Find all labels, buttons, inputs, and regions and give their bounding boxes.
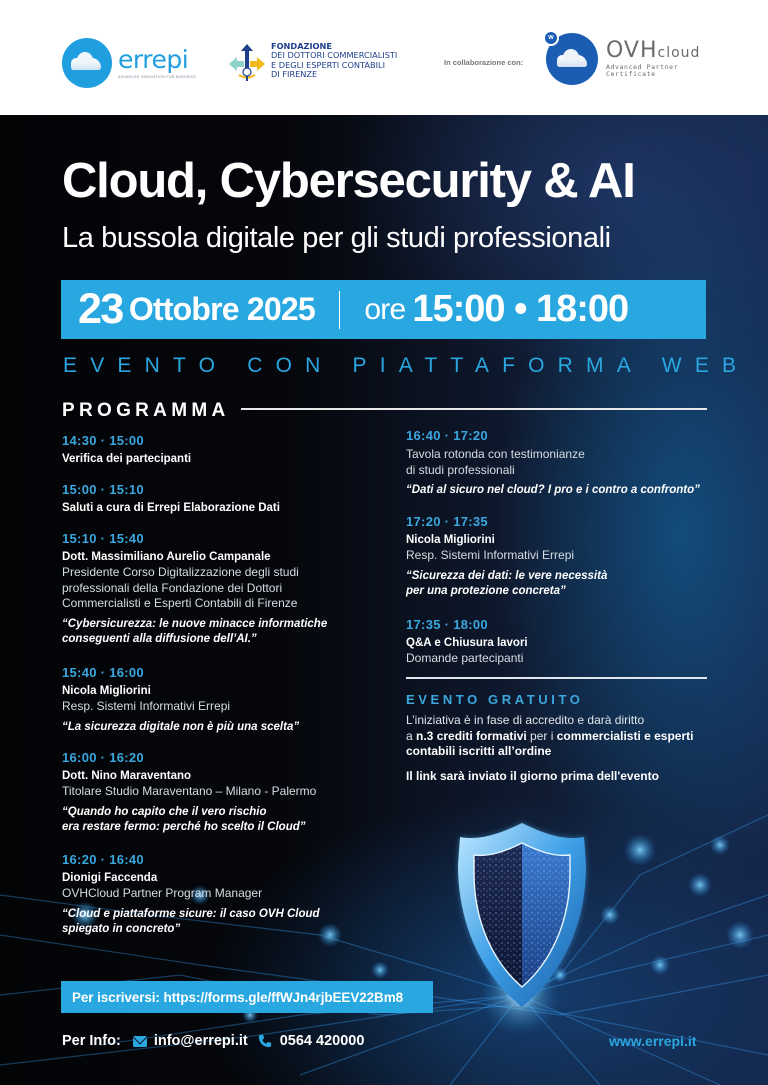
program-item — [62, 852, 392, 937]
ovh-wordmark: OVH — [606, 37, 658, 63]
speaker-role: professionali della Fondazione dei Dottori — [62, 580, 283, 595]
program-item — [62, 482, 392, 516]
program-item — [62, 665, 392, 735]
envelope-icon — [133, 1036, 147, 1047]
program-item — [62, 750, 392, 835]
free-event-description — [406, 713, 726, 760]
program-item-time: 15:10 · 15:40 — [62, 531, 144, 546]
speaker-role: Resp. Sistemi Informativi Errepi — [406, 548, 575, 562]
talk-title: era restare fermo: perché ho scelto il Cloud” — [62, 820, 306, 833]
talk-title: “La sicurezza digitale non è più una scelta” — [62, 720, 300, 733]
link-notice: Il link sarà inviato il giorno prima dell'evento — [406, 769, 659, 783]
speaker-name: Nicola Migliorini — [406, 534, 495, 546]
speaker-name: Dott. Massimiliano Aurelio Campanale — [62, 551, 271, 563]
fondazione-emblem-icon — [227, 42, 267, 82]
phone-icon — [258, 1034, 272, 1048]
program-item — [62, 531, 392, 647]
talk-title: “Cloud e piattaforme sicure: il caso OVH Cloud — [62, 907, 320, 920]
talk-title: “Sicurezza dei dati: le vere necessità — [406, 569, 608, 582]
free-event-text: per i — [526, 728, 557, 743]
event-title: Cloud, Cybersecurity & AI — [62, 154, 635, 208]
free-event-text: a — [406, 728, 417, 743]
date-separator — [339, 291, 341, 329]
program-item — [406, 428, 716, 498]
ovh-badge-icon: w — [543, 30, 559, 46]
talk-title: spiegato in concreto” — [62, 922, 181, 935]
program-item-time: 17:35 · 18:00 — [406, 617, 488, 632]
audience-highlight: commercialisti e esperti — [556, 728, 694, 743]
poster-body — [0, 115, 768, 1085]
free-event-title: EVENTO GRATUITO — [406, 692, 584, 707]
contact-phone[interactable]: 0564 420000 — [279, 1033, 365, 1049]
fondazione-line-3: E DEGLI ESPERTI CONTABILI — [271, 59, 386, 70]
date-banner — [61, 280, 706, 339]
speaker-role: Resp. Sistemi Informativi Errepi — [62, 699, 231, 713]
talk-title: “Quando ho capito che il vero rischio — [62, 805, 267, 818]
collaboration-label: In collaborazione con: — [444, 58, 524, 67]
program-item-time: 16:00 · 16:20 — [62, 750, 144, 765]
ovh-certificate-line: Certificate — [606, 70, 656, 78]
program-item-time: 14:30 · 15:00 — [62, 433, 144, 448]
speaker-name: Dott. Nino Maraventano — [62, 770, 192, 782]
ovh-cloud-wordmark: cloud — [657, 44, 701, 61]
program-item-time: 16:20 · 16:40 — [62, 852, 144, 867]
errepi-wordmark: errepi — [118, 45, 189, 74]
event-month-year: Ottobre 2025 — [128, 291, 315, 327]
event-type: EVENTO CON PIATTAFORMA WEB — [63, 354, 750, 377]
program-item-time: 15:00 · 15:10 — [62, 482, 144, 497]
ovh-cloud-icon — [546, 33, 598, 85]
speaker-name: Nicola Migliorini — [62, 685, 151, 697]
shield-icon — [452, 815, 592, 1015]
fondazione-line-4: DI FIRENZE — [271, 69, 318, 80]
talk-title: conseguenti alla diffusione dell’AI.” — [62, 632, 257, 645]
ovh-partner-line: Advanced Partner — [606, 62, 679, 71]
program-title: PROGRAMMA — [62, 400, 230, 421]
speaker-role: Titolare Studio Maraventano – Milano - Palermo — [62, 784, 317, 798]
fondazione-line-1: FONDAZIONE — [271, 41, 332, 51]
contact-label: Per Info: — [62, 1033, 121, 1049]
event-day: 23 — [78, 285, 123, 333]
audience-highlight: contabili iscritti all’ordine — [406, 744, 552, 758]
talk-title: “Cybersicurezza: le nuove minacce informatiche — [62, 617, 328, 630]
talk-title: “Dati al sicuro nel cloud? I pro e i contro a confronto” — [406, 484, 700, 496]
program-item-title: Q&A e Chiusura lavori — [406, 637, 528, 649]
program-item-title: Saluti a cura di Errepi Elaborazione Dati — [62, 502, 280, 514]
speaker-name: Dionigi Faccenda — [62, 872, 158, 884]
program-item-title: Verifica dei partecipanti — [62, 453, 192, 465]
speaker-role: Commercialisti e Esperti Contabili di Firenze — [62, 596, 298, 610]
registration-link[interactable]: Per iscriversi: https://forms.gle/ffWJn4rjbEEV22Bm8 — [61, 981, 433, 1013]
fondazione-logo — [227, 42, 397, 82]
errepi-logo — [62, 38, 196, 88]
program-item-time: 15:40 · 16:00 — [62, 665, 144, 680]
program-item — [406, 514, 716, 599]
program-item-description: Domande partecipanti — [406, 651, 524, 665]
time-label: ore — [364, 292, 406, 326]
program-item-description: Tavola rotonda con testimonianze — [406, 447, 585, 461]
ovhcloud-logo — [546, 33, 700, 85]
program-item-description: di studi professionali — [406, 462, 515, 477]
errepi-cloud-icon — [62, 38, 112, 88]
program-item-time: 17:20 · 17:35 — [406, 514, 488, 529]
program-item — [406, 617, 716, 667]
program-item-time: 16:40 · 17:20 — [406, 428, 488, 443]
contact-info — [62, 1033, 364, 1049]
free-event-divider — [406, 677, 707, 679]
credits-highlight: n.3 crediti formativi — [416, 728, 527, 743]
fondazione-line-2: DEI DOTTORI COMMERCIALISTI — [271, 50, 398, 61]
speaker-role: OVHCloud Partner Program Manager — [62, 886, 263, 900]
program-divider — [241, 408, 707, 410]
website-link[interactable]: www.errepi.it — [609, 1033, 697, 1049]
header — [0, 0, 768, 115]
speaker-role: Presidente Corso Digitalizzazione degli studi — [62, 565, 299, 579]
program-item — [62, 433, 392, 467]
event-time-range: 15:00 • 18:00 — [412, 288, 629, 330]
event-subtitle: La bussola digitale per gli studi professionali — [62, 222, 611, 254]
talk-title: per una protezione concreta” — [406, 584, 566, 597]
errepi-tagline: ADVANCED INNOVATION FOR BUSINESS — [118, 75, 197, 79]
contact-email[interactable]: info@errepi.it — [153, 1033, 248, 1049]
free-event-text-line: L’iniziativa è in fase di accredito e darà diritto — [406, 713, 645, 727]
